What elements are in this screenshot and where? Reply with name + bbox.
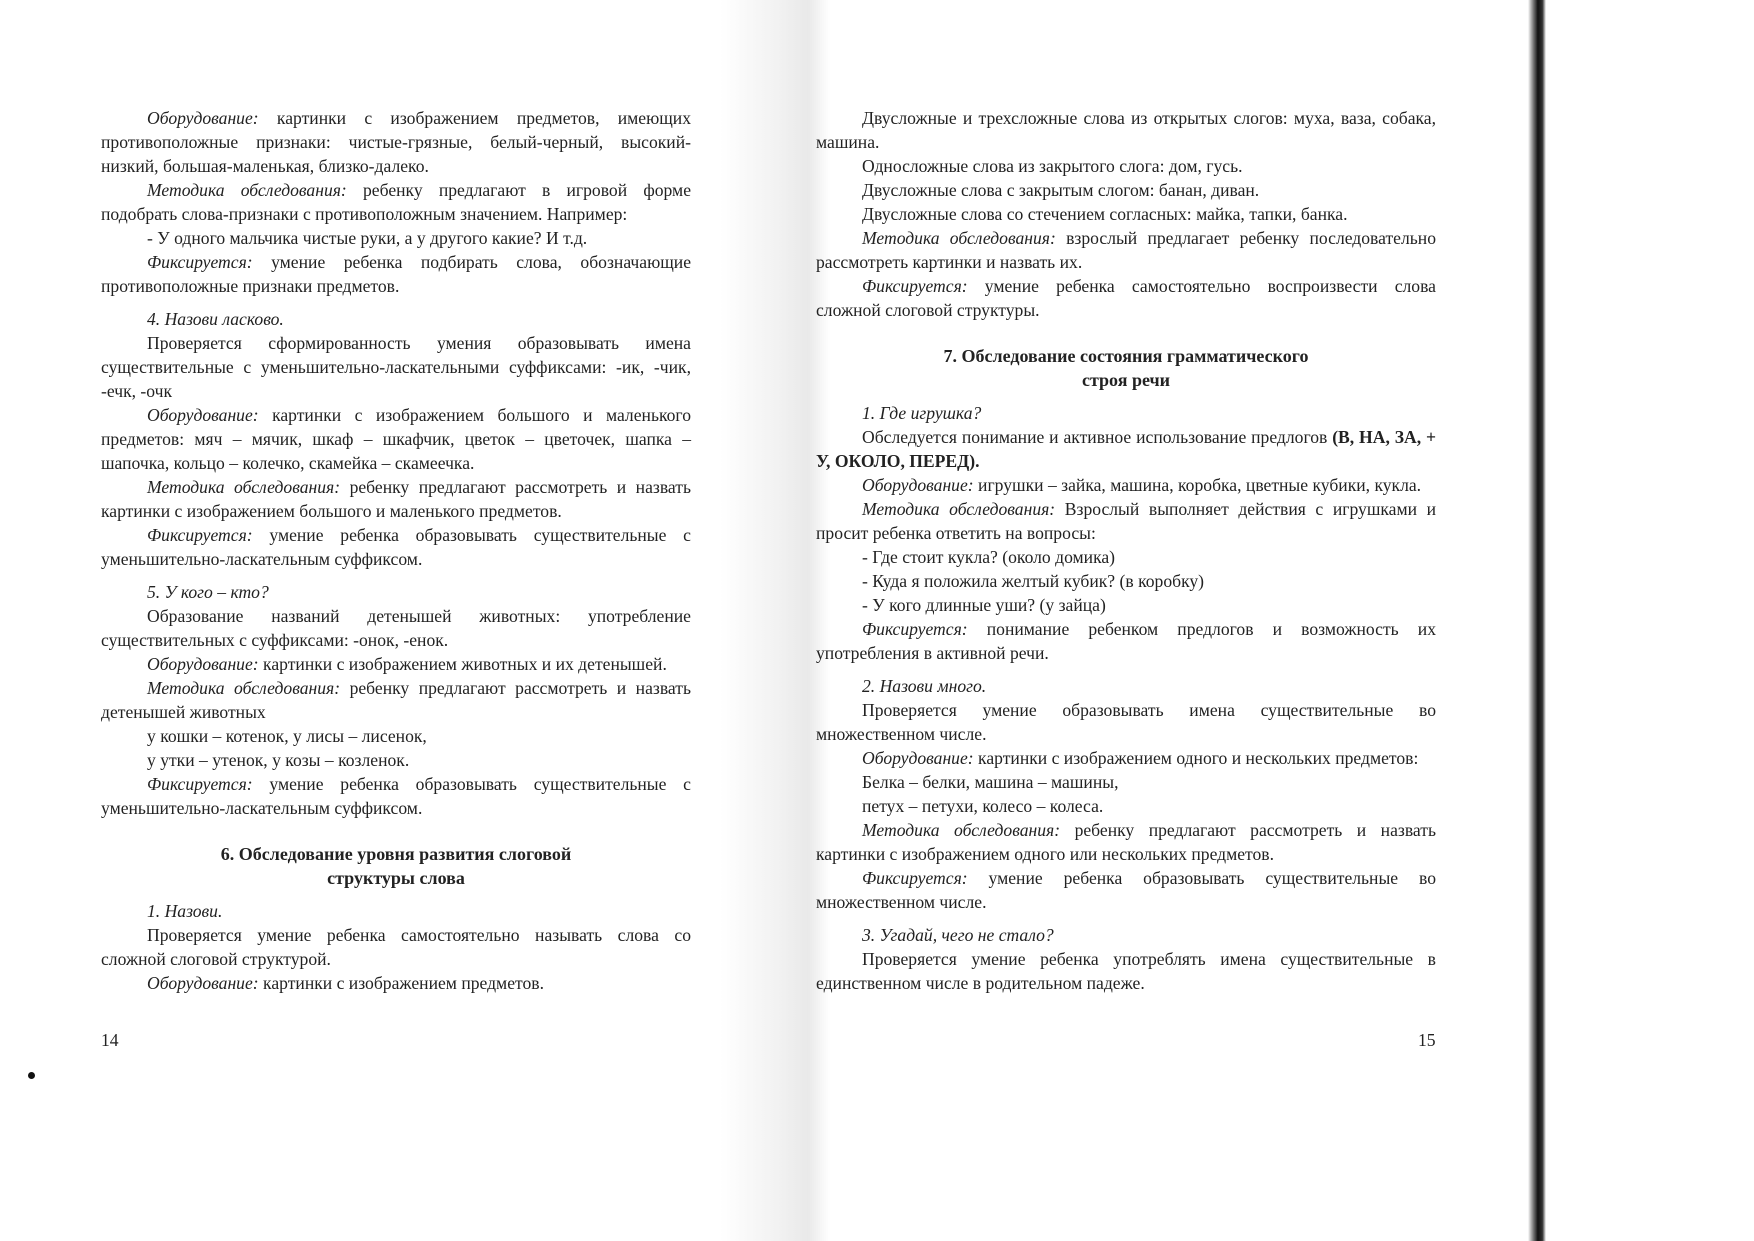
paragraph: [101, 676, 691, 724]
paragraph-lead-label: Фиксируется:: [862, 276, 968, 296]
paragraph-lead-label: Методика обследования:: [147, 180, 347, 200]
paragraph-lead-label: Методика обследования:: [147, 477, 341, 497]
section-heading-line: строя речи: [1081, 370, 1171, 390]
paragraph: [101, 250, 691, 298]
paragraph: Проверяется умение ребенка самостоятельно называть слова со сложной слоговой структурой.: [101, 925, 691, 969]
section-heading-line: 7. Обследование состояния грамматического: [943, 346, 1309, 366]
paragraph-lead-label: Методика обследования:: [147, 678, 341, 698]
subsection-title: 4. Назови ласково.: [147, 309, 284, 329]
paragraph-text: Обследуется понимание и активное использование предлогов: [862, 427, 1333, 447]
paragraph: Проверяется умение образовывать имена существительные во множественном числе.: [816, 700, 1436, 744]
section-heading: [101, 842, 691, 890]
left-page-text: [101, 106, 691, 995]
paragraph-lead-label: Методика обследования:: [862, 228, 1056, 248]
subsection-title: 5. У кого – кто?: [147, 582, 269, 602]
section-heading: [816, 344, 1436, 392]
paragraph: у утки – утенок, у козы – козленок.: [147, 750, 410, 770]
subsection-title: 2. Назови много.: [862, 676, 987, 696]
paragraph: [816, 425, 1436, 473]
paragraph: Проверяется умение ребенка употреблять имена существительные в единственном числе в родительном падеже.: [816, 949, 1436, 993]
paragraph-text: взрослый предлагает ребенку последовательно рассмотреть картинки и назвать их.: [816, 228, 1436, 272]
paragraph: Проверяется сформированность умения образовывать имена существительные с уменьшительно-ласкательными суффиксами: -ик, -чик, -ечк, -очк: [101, 333, 691, 401]
paragraph: [816, 617, 1436, 665]
paragraph-text: умение ребенка самостоятельно воспроизвести слова сложной слоговой структуры.: [816, 276, 1436, 320]
paragraph: [101, 652, 691, 676]
paragraph-text: картинки с изображением животных и их детенышей.: [258, 654, 667, 674]
paragraph: [816, 866, 1436, 914]
paragraph-lead-label: Фиксируется:: [147, 525, 253, 545]
paragraph: Двусложные и трехсложные слова из открытых слогов: муха, ваза, собака, машина.: [816, 108, 1436, 152]
paragraph-lead-label: Оборудование:: [147, 405, 259, 425]
paragraph: [816, 226, 1436, 274]
paragraph-text: понимание ребенком предлогов и возможность их употребления в активной речи.: [816, 619, 1436, 663]
paragraph-lead-label: Фиксируется:: [862, 619, 968, 639]
paragraph: - Где стоит кукла? (около домика): [862, 547, 1116, 567]
paragraph-text: ребенку предлагают рассмотреть и назвать картинки с изображением большого и маленького предметов.: [101, 477, 692, 521]
subsection-title: 3. Угадай, чего не стало?: [862, 925, 1054, 945]
page-number-right: 15: [1418, 1030, 1436, 1050]
paragraph: - У кого длинные уши? (у зайца): [862, 595, 1106, 615]
paragraph-text: игрушки – зайка, машина, коробка, цветные кубики, кукла.: [973, 475, 1422, 495]
prepositions-list: (В, НА, ЗА, + У, ОКОЛО, ПЕРЕД).: [816, 427, 1436, 471]
paragraph-text: умение ребенка образовывать существительные с уменьшительно-ласкательным суффиксом.: [101, 525, 691, 569]
paragraph-lead-label: Оборудование:: [147, 654, 259, 674]
paragraph: [816, 274, 1436, 322]
paragraph: [816, 497, 1436, 545]
paragraph-text: ребенку предлагают рассмотреть и назвать картинки с изображением одного или нескольких предметов.: [816, 820, 1437, 864]
paragraph: [101, 971, 691, 995]
paragraph-lead-label: Оборудование:: [862, 475, 974, 495]
paragraph-text: картинки с изображением предметов.: [258, 973, 544, 993]
paragraph: Двусложные слова со стечением согласных: майка, тапки, банка.: [862, 204, 1348, 224]
paragraph: [101, 523, 691, 571]
paragraph: [816, 473, 1436, 497]
paragraph: [816, 746, 1436, 770]
paragraph-text: умение ребенка образовывать существительные с уменьшительно-ласкательным суффиксом.: [101, 774, 691, 818]
section-heading-line: 6. Обследование уровня развития слоговой: [220, 844, 572, 864]
paragraph-lead-label: Оборудование:: [147, 108, 259, 128]
paragraph-text: Взрослый выполняет действия с игрушками и просит ребенка ответить на вопросы:: [816, 499, 1437, 543]
paragraph: у кошки – котенок, у лисы – лисенок,: [147, 726, 427, 746]
paragraph-lead-label: Фиксируется:: [147, 774, 253, 794]
paragraph-lead-label: Фиксируется:: [862, 868, 968, 888]
page-edge-shadow: [1528, 0, 1546, 1241]
paragraph-text: картинки с изображением одного и нескольких предметов:: [973, 748, 1419, 768]
paragraph: Белка – белки, машина – машины,: [862, 772, 1119, 792]
paragraph: [101, 403, 691, 475]
paragraph-text: ребенку предлагают рассмотреть и назвать детенышей животных: [101, 678, 692, 722]
section-heading-line: структуры слова: [327, 868, 465, 888]
paragraph: [101, 178, 691, 226]
paragraph: Двусложные слова с закрытым слогом: банан, диван.: [862, 180, 1260, 200]
paragraph: - Куда я положила желтый кубик? (в коробку): [862, 571, 1205, 591]
paragraph-text: ребенку предлагают в игровой форме подобрать слова-признаки с противоположным значением. Например:: [101, 180, 692, 224]
paragraph-text: умение ребенка подбирать слова, обозначающие противоположные признаки предметов.: [101, 252, 691, 296]
subsection-title: 1. Назови.: [147, 901, 223, 921]
paragraph: [101, 772, 691, 820]
paragraph-lead-label: Методика обследования:: [862, 820, 1061, 840]
paragraph: петух – петухи, колесо – колеса.: [862, 796, 1104, 816]
subsection-title: 1. Где игрушка?: [862, 403, 982, 423]
paragraph: [101, 475, 691, 523]
paragraph-lead-label: Фиксируется:: [147, 252, 253, 272]
paragraph: - У одного мальчика чистые руки, а у другого какие? И т.д.: [147, 228, 588, 248]
paragraph: [101, 106, 691, 178]
right-page-text: [816, 106, 1436, 995]
paragraph: Односложные слова из закрытого слога: дом, гусь.: [862, 156, 1243, 176]
scan-speck: [28, 1072, 35, 1079]
paragraph-text: картинки с изображением большого и маленького предметов: мяч – мячик, шкаф – шкафчик, цветок – цветочек, шапка – шапочка, кольцо – колечко, скамейка – скамеечка.: [101, 405, 691, 473]
paragraph-lead-label: Оборудование:: [147, 973, 259, 993]
paragraph-text: умение ребенка образовывать существительные во множественном числе.: [816, 868, 1436, 912]
book-gutter-shadow: [720, 0, 830, 1241]
page-number-left: 14: [101, 1030, 119, 1050]
paragraph: [816, 818, 1436, 866]
paragraph: Образование названий детенышей животных: употребление существительных с суффиксами: -онок, -енок.: [101, 606, 691, 650]
paragraph-lead-label: Оборудование:: [862, 748, 974, 768]
paragraph-text: картинки с изображением предметов, имеющих противоположные признаки: чистые-грязные, белый-черный, высокий-низкий, большая-маленькая, близко-далеко.: [101, 108, 691, 176]
paragraph-lead-label: Методика обследования:: [862, 499, 1056, 519]
